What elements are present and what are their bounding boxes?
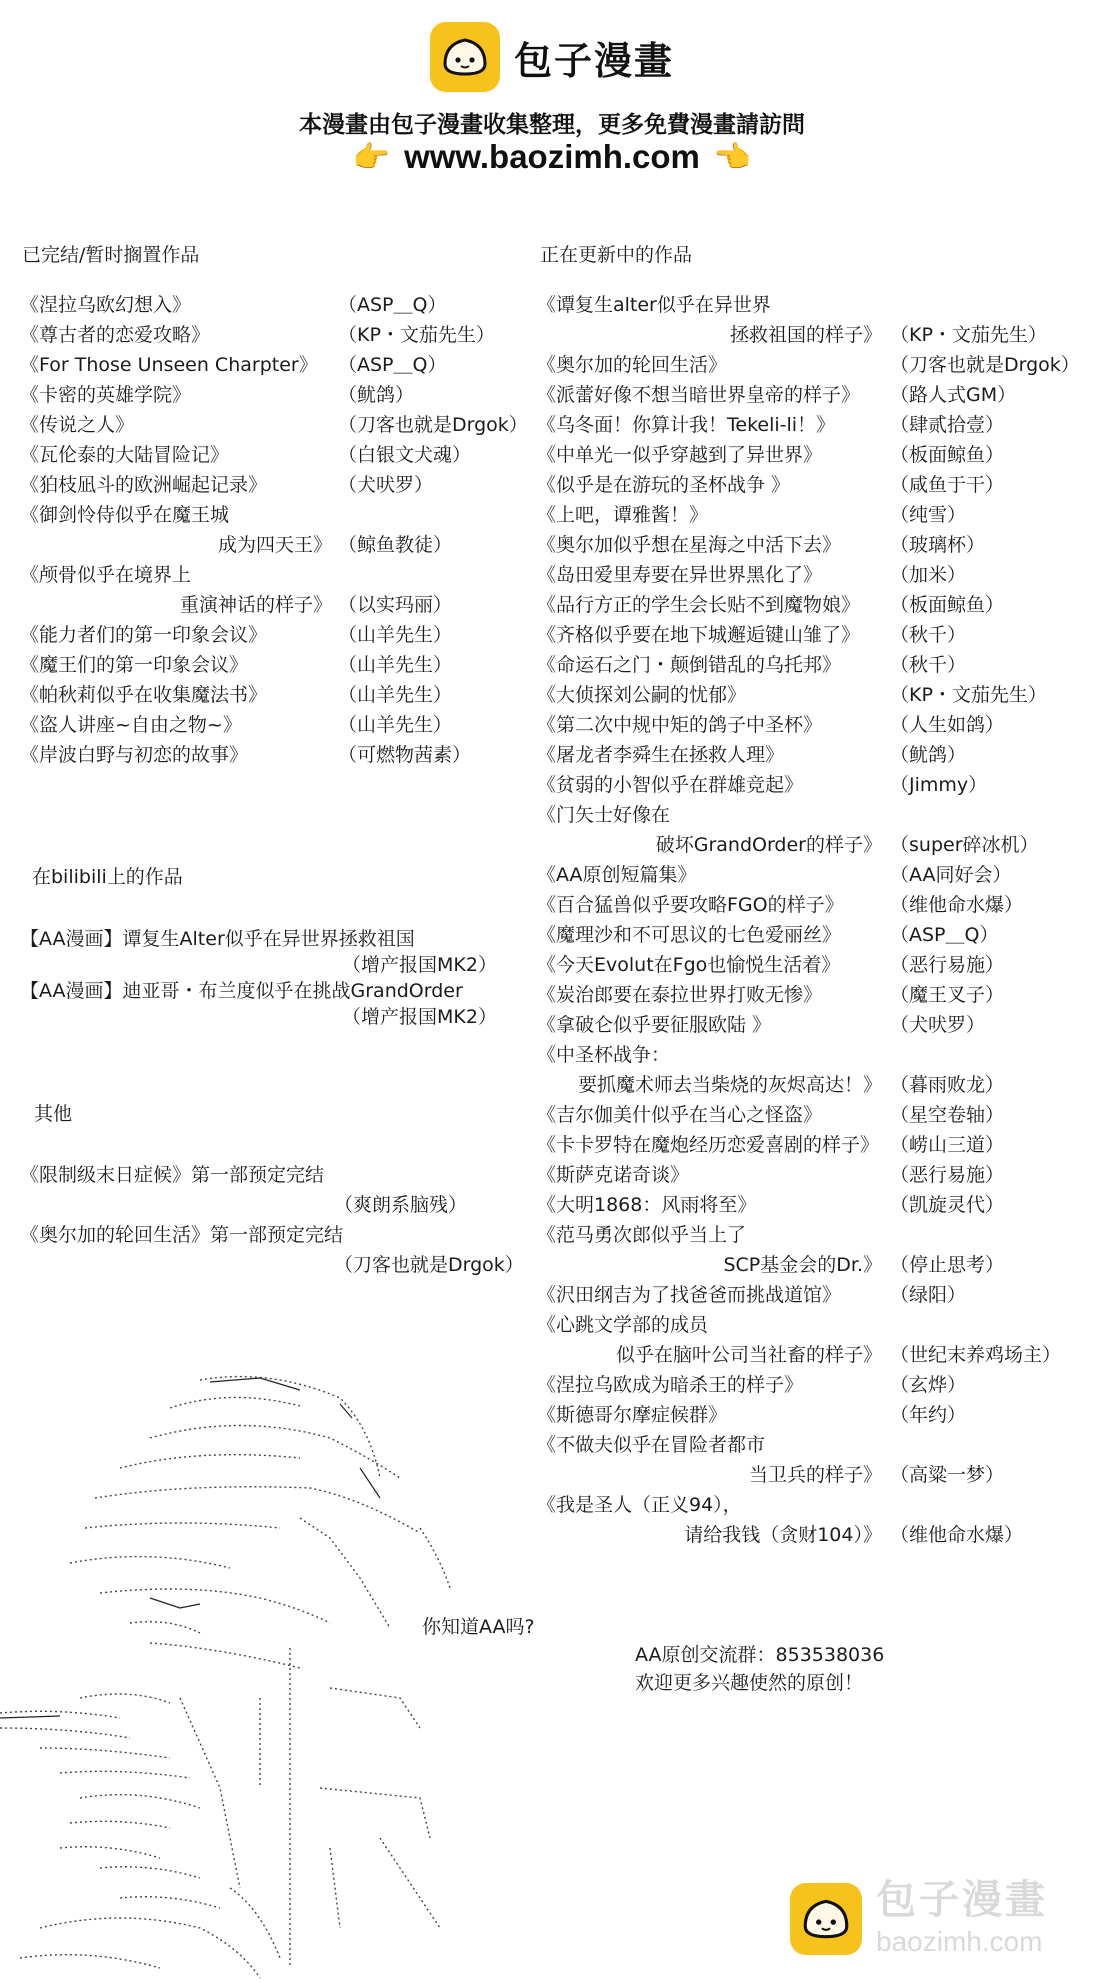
work-author: （恶行易施） (890, 954, 1005, 976)
work-title-continued[interactable]: 要抓魔术师去当柴烧的灰烬高达！》 (577, 1074, 882, 1096)
work-author: （板面鲸鱼） (890, 594, 1005, 616)
work-author: （人生如鸽） (890, 714, 1005, 736)
work-author: （秋千） (890, 654, 967, 676)
work-title[interactable]: 《涅拉乌欧成为暗杀王的样子》 (537, 1374, 804, 1396)
work-title[interactable]: 《品行方正的学生会长贴不到魔物娘》 (537, 594, 861, 616)
work-title[interactable]: 《第二次中规中矩的鸽子中圣杯》 (537, 714, 823, 736)
ongoing-heading: 正在更新中的作品 (540, 244, 693, 266)
work-author: （ASP＿Q） (890, 924, 999, 946)
completed-heading: 已完结/暂时搁置作品 (22, 244, 200, 266)
group-number: AA原创交流群：853538036 (635, 1644, 885, 1666)
work-author: （崂山三道） (890, 1134, 1005, 1156)
work-author: （刀客也就是Drgok） (334, 1254, 524, 1276)
work-title[interactable]: 《魔理沙和不可思议的七色爱丽丝》 (537, 924, 842, 946)
work-title[interactable]: 《岛田爱里寿要在异世界黑化了》 (537, 564, 823, 586)
work-author: （肆贰拾壹） (890, 414, 1005, 436)
work-author: （高粱一梦） (890, 1464, 1005, 1486)
work-author: （可燃物茜素） (338, 744, 472, 766)
work-title-continued[interactable]: 当卫兵的样子》 (748, 1464, 882, 1486)
work-author: （玻璃杯） (890, 534, 986, 556)
work-author: （刀客也就是Drgok） (890, 354, 1080, 376)
watermark-url: baozimh.com (876, 1926, 1043, 1957)
work-author: （秋千） (890, 624, 967, 646)
work-author: （鲸鱼教徒） (338, 534, 453, 556)
work-title[interactable]: 《谭复生alter似乎在异世界 (537, 294, 771, 316)
work-author: （板面鲸鱼） (890, 444, 1005, 466)
work-author: （以实玛丽） (338, 594, 453, 616)
site-url-link[interactable]: www.baozimh.com (404, 138, 700, 175)
work-title[interactable]: 《贫弱的小智似乎在群雄竞起》 (537, 774, 804, 796)
work-title[interactable]: 《颅骨似乎在境界上 (20, 564, 192, 586)
work-title[interactable]: 《中单光一似乎穿越到了异世界》 (537, 444, 823, 466)
work-title[interactable]: 《传说之人》 (20, 414, 135, 436)
work-title[interactable]: 《卡密的英雄学院》 (20, 384, 192, 406)
work-author: （山羊先生） (338, 654, 453, 676)
work-title[interactable]: 《奥尔加的轮回生活》 (537, 354, 728, 376)
work-title[interactable]: 《大侦探刘公嗣的忧郁》 (537, 684, 747, 706)
work-title[interactable]: 【AA漫画】迪亚哥・布兰度似乎在挑战GrandOrder (20, 980, 463, 1002)
work-title[interactable]: 《卡卡罗特在魔炮经历恋爱喜剧的样子》 (537, 1134, 880, 1156)
work-author: （凯旋灵代） (890, 1194, 1005, 1216)
work-author: （刀客也就是Drgok） (338, 414, 528, 436)
work-title[interactable]: 《狛枝凪斗的欧洲崛起记录》 (20, 474, 268, 496)
work-author: （AA同好会） (890, 864, 1012, 886)
work-title-continued[interactable]: 请给我钱（贪财104）》 (684, 1524, 882, 1546)
work-author: （犬吠罗） (890, 1014, 986, 1036)
bun-logo-icon (430, 22, 500, 92)
work-title[interactable]: 《大明1868：风雨将至》 (537, 1194, 757, 1216)
work-title[interactable]: 《似乎是在游玩的圣杯战争 》 (537, 474, 791, 496)
work-author: （犬吠罗） (338, 474, 434, 496)
work-author: （咸鱼于干） (890, 474, 1005, 496)
work-author: （KP・文茄先生） (890, 684, 1047, 706)
work-title-continued[interactable]: 成为四天王》 (217, 534, 332, 556)
bun-watermark-icon (790, 1883, 862, 1955)
work-title[interactable]: 《能力者们的第一印象会议》 (20, 624, 268, 646)
work-author: （路人式GM） (890, 384, 1017, 406)
work-author: （super碎冰机） (890, 834, 1039, 856)
work-author: （恶行易施） (890, 1164, 1005, 1186)
work-author: （维他命水爆） (890, 1524, 1024, 1546)
work-title[interactable]: 《涅拉乌欧幻想入》 (20, 294, 192, 316)
pointing-hand-left-icon: 👈 (713, 139, 752, 175)
work-title[interactable]: 《心跳文学部的成员 (537, 1314, 709, 1336)
group-welcome: 欢迎更多兴趣使然的原创！ (635, 1672, 864, 1694)
work-author: （Jimmy） (890, 774, 988, 796)
work-title[interactable]: 《派蕾好像不想当暗世界皇帝的样子》 (537, 384, 861, 406)
work-author: （绿阳） (890, 1284, 967, 1306)
art-caption: 你知道AA吗? (422, 1616, 535, 1638)
work-title[interactable]: 《吉尔伽美什似乎在当心之怪盗》 (537, 1104, 823, 1126)
work-author: （ASP＿Q） (338, 294, 447, 316)
work-title[interactable]: 《岸波白野与初恋的故事》 (20, 744, 249, 766)
work-title[interactable]: 《齐格似乎要在地下城邂逅键山雏了》 (537, 624, 861, 646)
work-author: （KP・文茄先生） (338, 324, 495, 346)
work-title[interactable]: 《AA原创短篇集》 (537, 864, 697, 886)
work-title[interactable]: 《拿破仑似乎要征服欧陆 》 (537, 1014, 772, 1036)
work-title[interactable]: 《上吧，谭雅酱！》 (537, 504, 709, 526)
work-title[interactable]: 《百合猛兽似乎要攻略FGO的样子》 (537, 894, 844, 916)
brand-name: 包子漫畫 (513, 38, 674, 83)
watermark-name: 包子漫畫 (876, 1877, 1048, 1923)
work-title[interactable]: 《乌冬面！你算计我！Tekeli-li！》 (537, 414, 836, 436)
work-title[interactable]: 《尊古者的恋爱攻略》 (20, 324, 211, 346)
pointing-hand-right-icon: 👉 (352, 139, 391, 175)
work-title-continued[interactable]: 重演神话的样子》 (179, 594, 332, 616)
work-title[interactable]: 《斯德哥尔摩症候群》 (537, 1404, 728, 1426)
work-author: （玄烨） (890, 1374, 967, 1396)
work-title[interactable]: 《盗人讲座~自由之物~》 (20, 714, 242, 736)
bilibili-heading: 在bilibili上的作品 (32, 866, 183, 888)
work-author: （鱿鸽） (890, 744, 967, 766)
work-title-continued[interactable]: 拯救祖国的样子》 (729, 324, 882, 346)
work-title[interactable]: 《沢田纲吉为了找爸爸而挑战道馆》 (537, 1284, 842, 1306)
work-title[interactable]: 《奥尔加似乎想在星海之中活下去》 (537, 534, 842, 556)
work-author: （星空卷轴） (890, 1104, 1005, 1126)
work-title-continued[interactable]: 似乎在脑叶公司当社畜的样子》 (615, 1344, 882, 1366)
work-author: （加米） (890, 564, 967, 586)
work-title[interactable]: 《魔王们的第一印象会议》 (20, 654, 249, 676)
work-title[interactable]: 《瓦伦泰的大陆冒险记》 (20, 444, 230, 466)
work-title[interactable]: 【AA漫画】谭复生Alter似乎在异世界拯救祖国 (20, 928, 415, 950)
work-author: （年约） (890, 1404, 967, 1426)
brand-header (0, 22, 1104, 92)
work-author: （白银文犬魂） (338, 444, 472, 466)
other-heading: 其他 (34, 1103, 73, 1125)
work-title[interactable]: 《For Those Unseen Charpter》 (20, 354, 318, 376)
work-author: （增产报国MK2） (342, 1006, 497, 1028)
work-author: （山羊先生） (338, 624, 453, 646)
work-author: （纯雪） (890, 504, 967, 526)
tagline: 本漫畫由包子漫畫收集整理，更多免費漫畫請訪問 (299, 112, 805, 138)
work-title[interactable]: 《屠龙者李舜生在拯救人理》 (537, 744, 785, 766)
work-author: （KP・文茄先生） (890, 324, 1047, 346)
work-title[interactable]: 《我是圣人（正义94）， (537, 1494, 742, 1516)
work-author: （魔王叉子） (890, 984, 1005, 1006)
work-author: （停止思考） (890, 1254, 1005, 1276)
url-row (0, 138, 1104, 176)
work-author: （山羊先生） (338, 684, 453, 706)
work-title[interactable]: 《范马勇次郎似乎当上了 (537, 1224, 747, 1246)
work-title[interactable]: 《今天Evolut在Fgo也愉悦生活着》 (537, 954, 841, 976)
work-title[interactable]: 《命运石之门・颠倒错乱的乌托邦》 (537, 654, 842, 676)
work-title[interactable]: 《帕秋莉似乎在收集魔法书》 (20, 684, 268, 706)
work-author: （ASP＿Q） (338, 354, 447, 376)
work-title-continued[interactable]: SCP基金会的Dr.》 (723, 1254, 882, 1276)
work-title[interactable]: 《奥尔加的轮回生活》第一部预定完结 (20, 1224, 344, 1246)
work-author: （维他命水爆） (890, 894, 1024, 916)
work-title[interactable]: 《门矢士好像在 (537, 804, 671, 826)
work-title[interactable]: 《中圣杯战争： (537, 1044, 671, 1066)
work-author: （暮雨败龙） (890, 1074, 1005, 1096)
work-author: （爽朗系脑残） (334, 1194, 468, 1216)
work-author: （增产报国MK2） (342, 954, 497, 976)
work-author: （鱿鸽） (338, 384, 415, 406)
work-title-continued[interactable]: 破坏GrandOrder的样子》 (655, 834, 882, 856)
bottom-watermark (790, 1877, 1048, 1958)
work-author: （山羊先生） (338, 714, 453, 736)
work-title[interactable]: 《斯萨克诺奇谈》 (537, 1164, 690, 1186)
ascii-art-figure (0, 1368, 520, 1983)
work-title[interactable]: 《限制级末日症候》第一部预定完结 (20, 1164, 325, 1186)
work-title[interactable]: 《炭治郎要在泰拉世界打败无惨》 (537, 984, 823, 1006)
work-author: （世纪末养鸡场主） (890, 1344, 1062, 1366)
work-title[interactable]: 《御剑怜侍似乎在魔王城 (20, 504, 230, 526)
work-title[interactable]: 《不做夫似乎在冒险者都市 (537, 1434, 766, 1456)
